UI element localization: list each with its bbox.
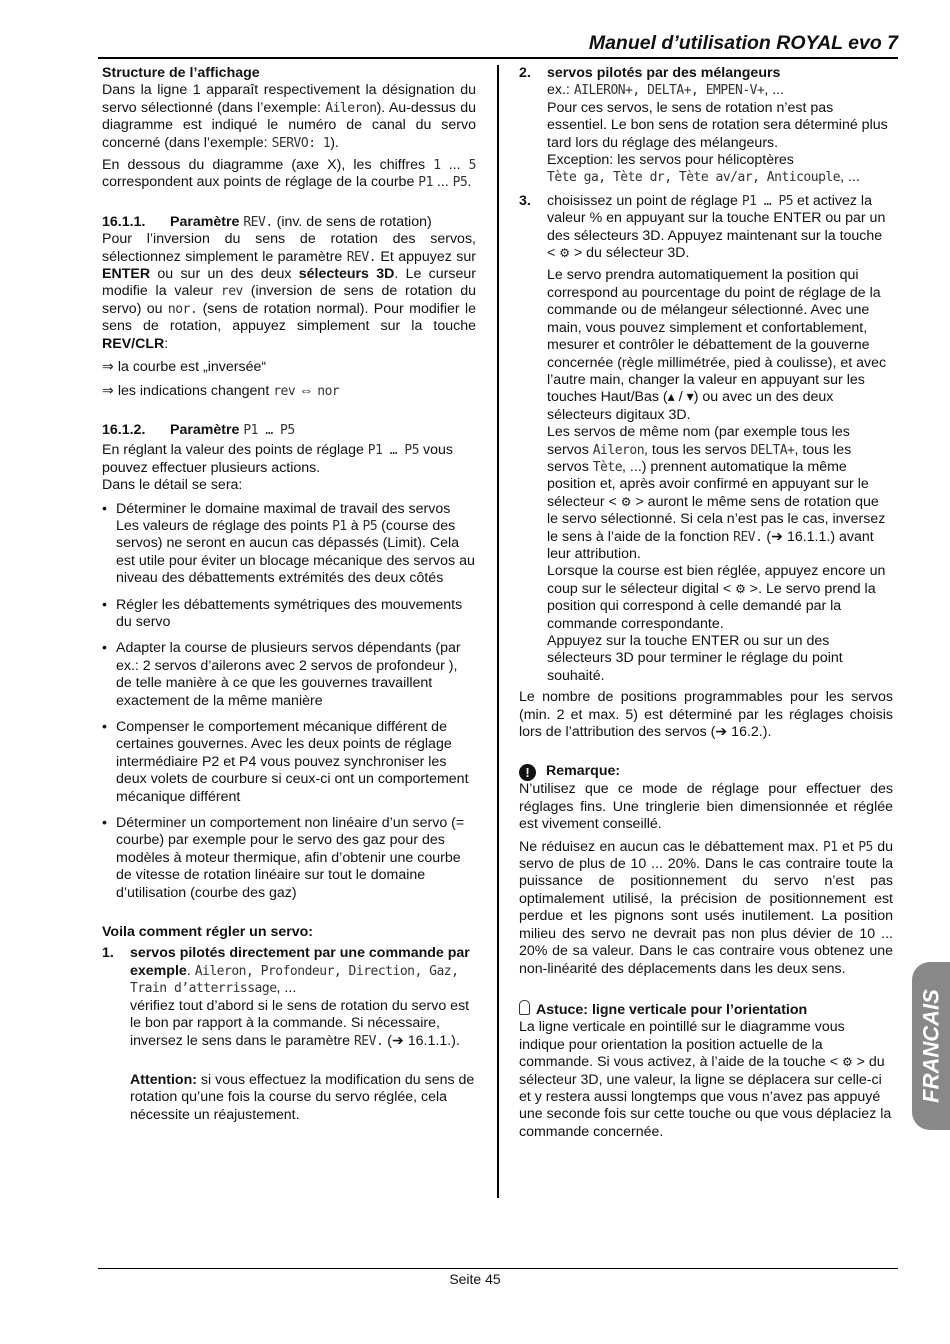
section-heading-16-1-1: 16.1.1. Paramètre REV. (inv. de sens de rotation) [102,213,432,230]
numbered-item-3: 3. choisissez un point de réglage P1 … P5 et activez la valeur % en appuyant sur la touche ENTER ou par un des sélecteurs 3D. Appuyez maintenant sur la touche < ⚙ > du sélecteur 3D. Le servo prendra automatiquement la position qui correspond au pourcentage du point de réglage de la commande ou de mélangeur sélectionné. Avec une main, vous pouvez simplement et confortablement, mesurer et contrôler le débattement de la gouverne concernée (règle millimétrée, pied à coulisse), et avec l’autre main, changer la valeur en appuyant sur les touches Haut/Bas (▴ / ▾) ou avec un des deux sélecteurs digitaux 3D. Les servos de même nom (par exemple tous les servos Aileron, tous les servos DELTA+, tous les servos Tète, ...) prennent automatique la même position et, après avoir confirmé en appuyant sur le sélecteur < ⚙ > auront le même sens de rotation que le servo sélectionné. Si cela n’est pas le cas, inversez le sens à l’aide de la fonction REV. (➔ 16.1.1.) avant leur attribution. Lorsque la course est bien réglée, appuyez encore un coup sur le sélecteur digital < ⚙ >. Le servo prend la position qui correspond à celle demandé par la commande correspondante. Appuyez sur la touche ENTER ou sur un des sélecteurs 3D pour terminer le réglage du point souhaité. [519,192,887,684]
tip-heading: Astuce: ligne verticale pour l’orientation [519,1000,893,1019]
paragraph-p1-p5: En réglant la valeur des points de réglage P1 … P5 vous pouvez effectuer plusieurs actions. [102,442,454,476]
section-title-how-to: Voila comment régler un servo: [102,924,314,941]
column-divider [497,65,499,1198]
language-side-tab: FRANCAIS [912,962,950,1130]
footer-rule [98,1268,898,1269]
implies-arrow-icon: ⇒ [102,382,114,399]
list-item: • Compenser le comportement mécanique différent de certaines gouvernes. Avec les deux points de réglage intermédiaire P2 et P4 vous pouvez synchroniser les deux volets de courbure si ceux-ci ont un comportement mécanique différent [102,719,476,806]
lightbulb-icon [519,1000,530,1015]
section-heading-16-1-2: 16.1.2. Paramètre P1 … P5 [102,421,295,438]
arrow-item-inverted: ⇒ la courbe est „inversée“ [102,359,267,376]
remark-heading: ! Remarque: [519,763,893,781]
page-number: Seite 45 [449,1271,501,1287]
numbered-item-2: 2. servos pilotés par des mélangeurs ex.: AILERON+, DELTA+, EMPEN-V+, ... Pour ces servos, le sens de rotation n’est pas essentiel. Le bon sens de rotation sera déterminé plus tard lors du réglage des mélangeurs. Exception: les servos pour hélicoptères Tète ga, Tète dr, Tète av/ar, Anticouple, ... [519,65,888,186]
implies-arrow-icon: ⇒ [102,359,114,376]
list-item: • Adapter la course de plusieurs servos dépendants (par ex.: 2 servos d’ailerons avec 2 servos de profondeur ), de telle manière à ce que les gouvernes travaillent exactement de la même manière [102,640,476,710]
remark-paragraph-1: N’utilisez que ce mode de réglage pour effectuer des réglages fins. Une tringlerie bien dimensionnée et réglée est vivement conseillé. [519,781,893,833]
paragraph-rev: Pour l’inversion du sens de rotation des servos, sélectionnez simplement le paramètre REV. Et appuyez sur ENTER ou sur un des deux sélecteurs 3D. Le curseur modifie la valeur rev (inversion de sens de rotation du servo) ou nor. (sens de rotation normal). Pour modifier le sens de rotation, appuyez simplement sur la touche REV/CLR: [102,231,476,352]
paragraph-x-axis: En dessous du diagramme (axe X), les chiffres 1 ... 5 correspondent aux points de réglage de la courbe P1 ... P5. [102,157,476,191]
header-rule [98,57,898,59]
selector-gear-icon: ⚙ [735,581,746,596]
section-title-display-structure: Structure de l’affichage [102,65,260,81]
paragraph-positions: Le nombre de positions programmables pour les servos (min. 2 et max. 5) est déterminé par les réglages choisis lors de l’attribution des servos (➔ 16.2.). [519,689,893,741]
paragraph-display-structure: Dans la ligne 1 apparaît respectivement la désignation du servo sélectionné (dans l’exemple: Aileron). Au-dessus du diagramme est indiqué le numéro de canal du servo concerné (dans l’exemple: SERVO: 1). [102,82,476,151]
left-column [102,65,476,1124]
info-exclamation-icon: ! [519,764,536,781]
selector-gear-icon: ⚙ [559,246,570,261]
list-item: • Déterminer le domaine maximal de travail des servos Les valeurs de réglage des points P1 à P5 (course des servos) ne seront en aucun cas dépassés (Limit). Cela est utile pour éviter un blocage mécanique des servos au niveau des débattements extrémités des deux côtés [102,501,476,588]
paragraph-detail: Dans le détail se sera: [102,477,243,494]
arrow-item-indications: ⇒ les indications changent rev ⇔ nor [102,382,340,399]
selector-gear-icon: ⚙ [841,1055,853,1070]
tip-paragraph: La ligne verticale en pointillé sur le diagramme vous indique pour orientation la position actuelle de la commande. Si vous activez, à l’aide de la touche < ⚙ > du sélecteur 3D, une valeur, la ligne se déplacera sur celle-ci et y restera aussi longtemps que vous n’avez pas appuyé une seconde fois sur cette touche ou que vous déplaciez la commande concernée. [519,1019,892,1140]
list-item: • Déterminer un comportement non linéaire d’un servo (= courbe) par exemple pour le servo des gaz pour des modèles à moteur thermique, afin d’obtenir une courbe de vitesse de rotation linéaire sur tout le domaine d’utilisation (courbe des gaz) [102,815,476,902]
page-header-title: Manuel d’utilisation ROYAL evo 7 [588,32,898,54]
selector-gear-icon: ⚙ [620,494,632,509]
up-down-keys-icon: ▴ / ▾ [667,389,694,406]
right-column [519,65,893,1141]
numbered-item-1: 1. servos pilotés directement par une commande par exemple. Aileron, Profondeur, Direction, Gaz, Train d’atterrissage, ... vérifiez tout d’abord si le sens de rotation du servo est le bon par rapport à la commande. Si nécessaire, inversez le sens dans le paramètre REV. (➔ 16.1.1.). Attention: si vous effectuez la modification du sens de rotation qu’une fois la course du servo réglée, cela nécessite un réajustement. [102,945,475,1123]
remark-paragraph-2: Ne réduisez en aucun cas le débattement max. P1 et P5 du servo de plus de 10 ... 20%. Dans le cas contraire toute la puissance de positionnement du servo n’est pas optimalement utilisé, la précision de positionnement est perdue et les pignons sont usés inutilement. La position milieu des servo ne devrait pas non plus dévier de 10 ... 20% de sa valeur. Dans le cas contraire vous obtenez une non-linéarité des déplacements dans les deux sens. [519,838,893,977]
list-item: • Régler les débattements symétriques des mouvements du servo [102,597,476,632]
